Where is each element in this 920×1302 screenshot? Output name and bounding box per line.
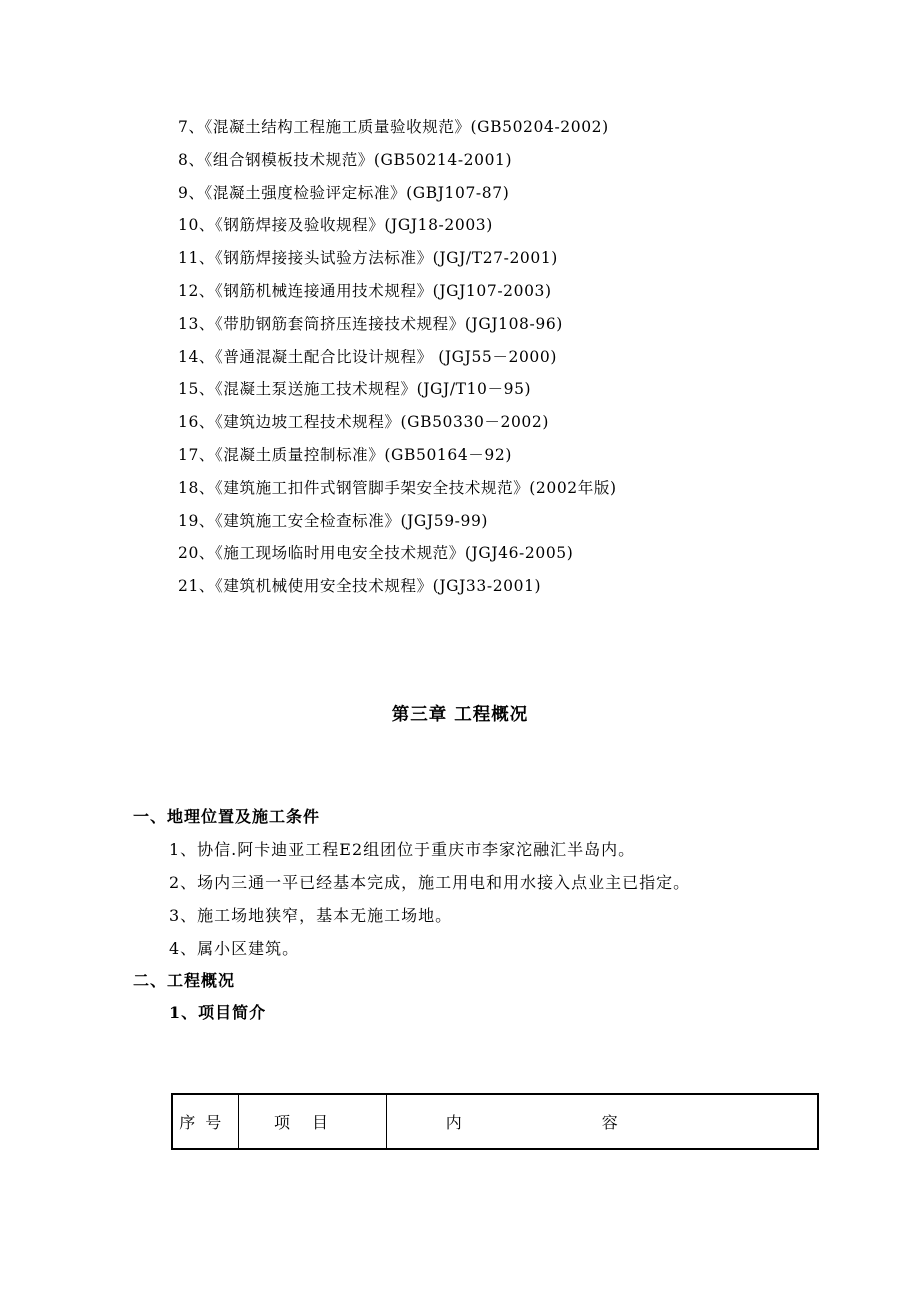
list-item: 21、《建筑机械使用安全技术规程》(JGJ33-2001) [178, 577, 542, 596]
list-item: 14、《普通混凝土配合比设计规程》 (JGJ55－2000) [178, 347, 557, 366]
list-item: 8、《组合钢模板技术规范》(GB50214-2001) [178, 150, 513, 169]
chapter-title: 第三章 工程概况 [391, 705, 529, 725]
list-item: 9、《混凝土强度检验评定标准》(GBJ107-87) [178, 183, 510, 202]
section-heading-location: 一、地理位置及施工条件 [133, 807, 321, 826]
standards-list [178, 113, 617, 605]
header-item: 项目 [238, 1094, 386, 1149]
header-seq: 序号 [172, 1094, 238, 1149]
paragraph: 4、属小区建筑。 [169, 939, 300, 958]
list-item: 10、《钢筋焊接及验收规程》(JGJ18-2003) [178, 216, 493, 235]
header-content: 内容 [386, 1094, 818, 1149]
section-heading-overview: 二、工程概况 [133, 971, 236, 990]
list-item: 19、《建筑施工安全检查标准》(JGJ59-99) [178, 511, 489, 530]
list-item: 15、《混凝土泵送施工技术规程》(JGJ/T10－95) [178, 380, 532, 399]
table-header-row [172, 1094, 818, 1149]
list-item: 17、《混凝土质量控制标准》(GB50164－92) [178, 445, 512, 464]
list-item: 16、《建筑边坡工程技术规程》(GB50330－2002) [178, 413, 549, 432]
list-item: 20、《施工现场临时用电安全技术规范》(JGJ46-2005) [178, 544, 574, 563]
paragraph: 2、场内三通一平已经基本完成，施工用电和用水接入点业主已指定。 [169, 873, 691, 892]
project-intro-table [171, 1093, 819, 1150]
paragraph: 3、施工场地狭窄，基本无施工场地。 [169, 906, 453, 925]
list-item: 18、《建筑施工扣件式钢管脚手架安全技术规范》(2002年版) [178, 478, 617, 497]
list-item: 13、《带肋钢筋套筒挤压连接技术规程》(JGJ108-96) [178, 314, 563, 333]
list-item: 12、《钢筋机械连接通用技术规程》(JGJ107-2003) [178, 281, 552, 300]
list-item: 11、《钢筋焊接接头试验方法标准》(JGJ/T27-2001) [178, 249, 558, 268]
paragraph: 1、协信.阿卡迪亚工程E2组团位于重庆市李家沱融汇半岛内。 [169, 840, 636, 859]
subsection-heading: 1、项目简介 [169, 1003, 267, 1022]
list-item: 7、《混凝土结构工程施工质量验收规范》(GB50204-2002) [178, 118, 609, 136]
